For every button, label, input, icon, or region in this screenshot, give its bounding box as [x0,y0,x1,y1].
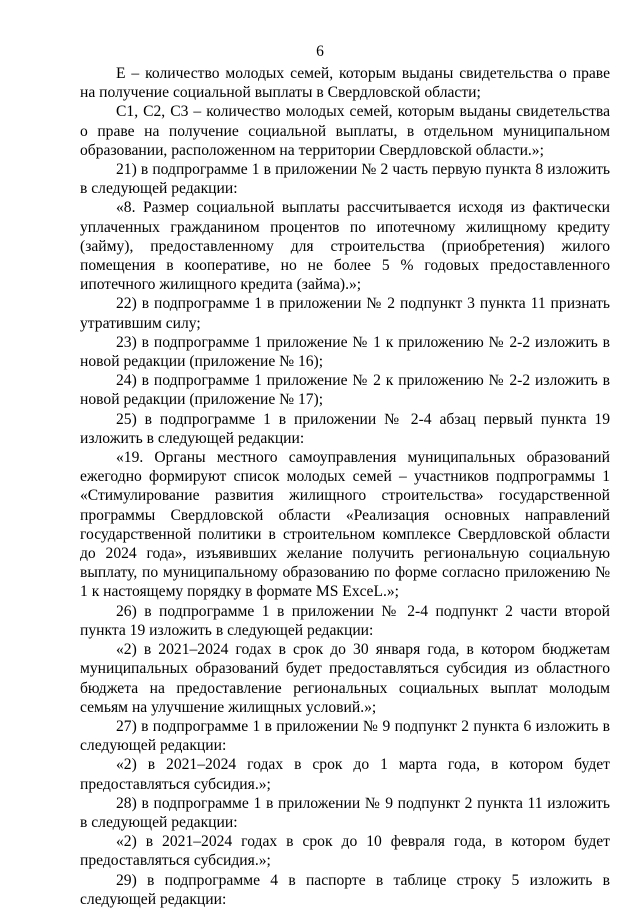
paragraph-4: «8. Размер социальной выплаты рассчитывается исходя из фактически уплаченных гражданином процентов по ипотечному жилищному кредиту (займу), предоставленному для строительства (приобретения) жилого помещения в кооперативе, но не более 5 % годовых предоставленного ипотечного жилищного кредита (займа).»; [80,199,610,294]
paragraph-11: «2) в 2021–2024 годах в срок до 30 января года, в котором бюджетам муниципальных образований будет предоставляться субсидия из областного бюджета на предоставление региональных социальных выплат молодым семьям на улучшение жилищных условий.»; [80,641,610,716]
paragraph-5: 22) в подпрограмме 1 в приложении № 2 подпункт 3 пункта 11 признать утратившим силу; [80,295,610,332]
paragraph-12: 27) в подпрограмме 1 в приложении № 9 подпункт 2 пункта 6 изложить в следующей редакции: [80,717,610,755]
paragraph-15: «2) в 2021–2024 годах в срок до 10 февраля года, в котором будет предоставляться субсидия.»; [80,833,610,870]
paragraph-13: «2) в 2021–2024 годах в срок до 1 марта года, в котором будет предоставляться субсидия.»; [80,756,610,793]
paragraph-7: 24) в подпрограмме 1 приложение № 2 к приложению № 2-2 изложить в новой редакции (приложение № 17); [80,372,610,409]
paragraph-6: 23) в подпрограмме 1 приложение № 1 к приложению № 2-2 изложить в новой редакции (приложение № 16); [80,333,610,371]
paragraph-8: 25) в подпрограмме 1 в приложении № 2-4 абзац первый пункта 19 изложить в следующей редакции: [80,410,610,447]
paragraph-2: С1, С2, С3 – количество молодых семей, которым выданы свидетельства о праве на получение социальной выплаты, в отдельном муниципальном образовании, расположенном на территории Свердловской области.»; [80,103,610,159]
document-body [80,64,610,909]
paragraph-1: Е – количество молодых семей, которым выданы свидетельства о праве на получение социальной выплаты в Свердловской области; [80,65,610,102]
paragraph-10: 26) в подпрограмме 1 в приложении № 2-4 подпункт 2 части второй пункта 19 изложить в следующей редакции: [80,602,610,639]
paragraph-9: «19. Органы местного самоуправления муниципальных образований ежегодно формируют список молодых семей – участников подпрограммы 1 «Стимулирование развития жилищного строительства» государственной программы Свердловской области «Реализация основных направлений государственной политики в строительном комплексе Свердловской области до 2024 года», изъявивших желание получить региональную социальную выплату, по муниципальному образованию по форме согласно приложению № 1 к настоящему порядку в формате MS ExceL.»; [80,449,610,601]
paragraph-14: 28) в подпрограмме 1 в приложении № 9 подпункт 2 пункта 11 изложить в следующей редакции: [80,794,610,831]
paragraph-3: 21) в подпрограмме 1 в приложении № 2 часть первую пункта 8 изложить в следующей редакции: [80,161,610,198]
page-number: 6 [316,43,324,60]
paragraph-16: 29) в подпрограмме 4 в паспорте в таблице строку 5 изложить в следующей редакции: [80,871,610,908]
